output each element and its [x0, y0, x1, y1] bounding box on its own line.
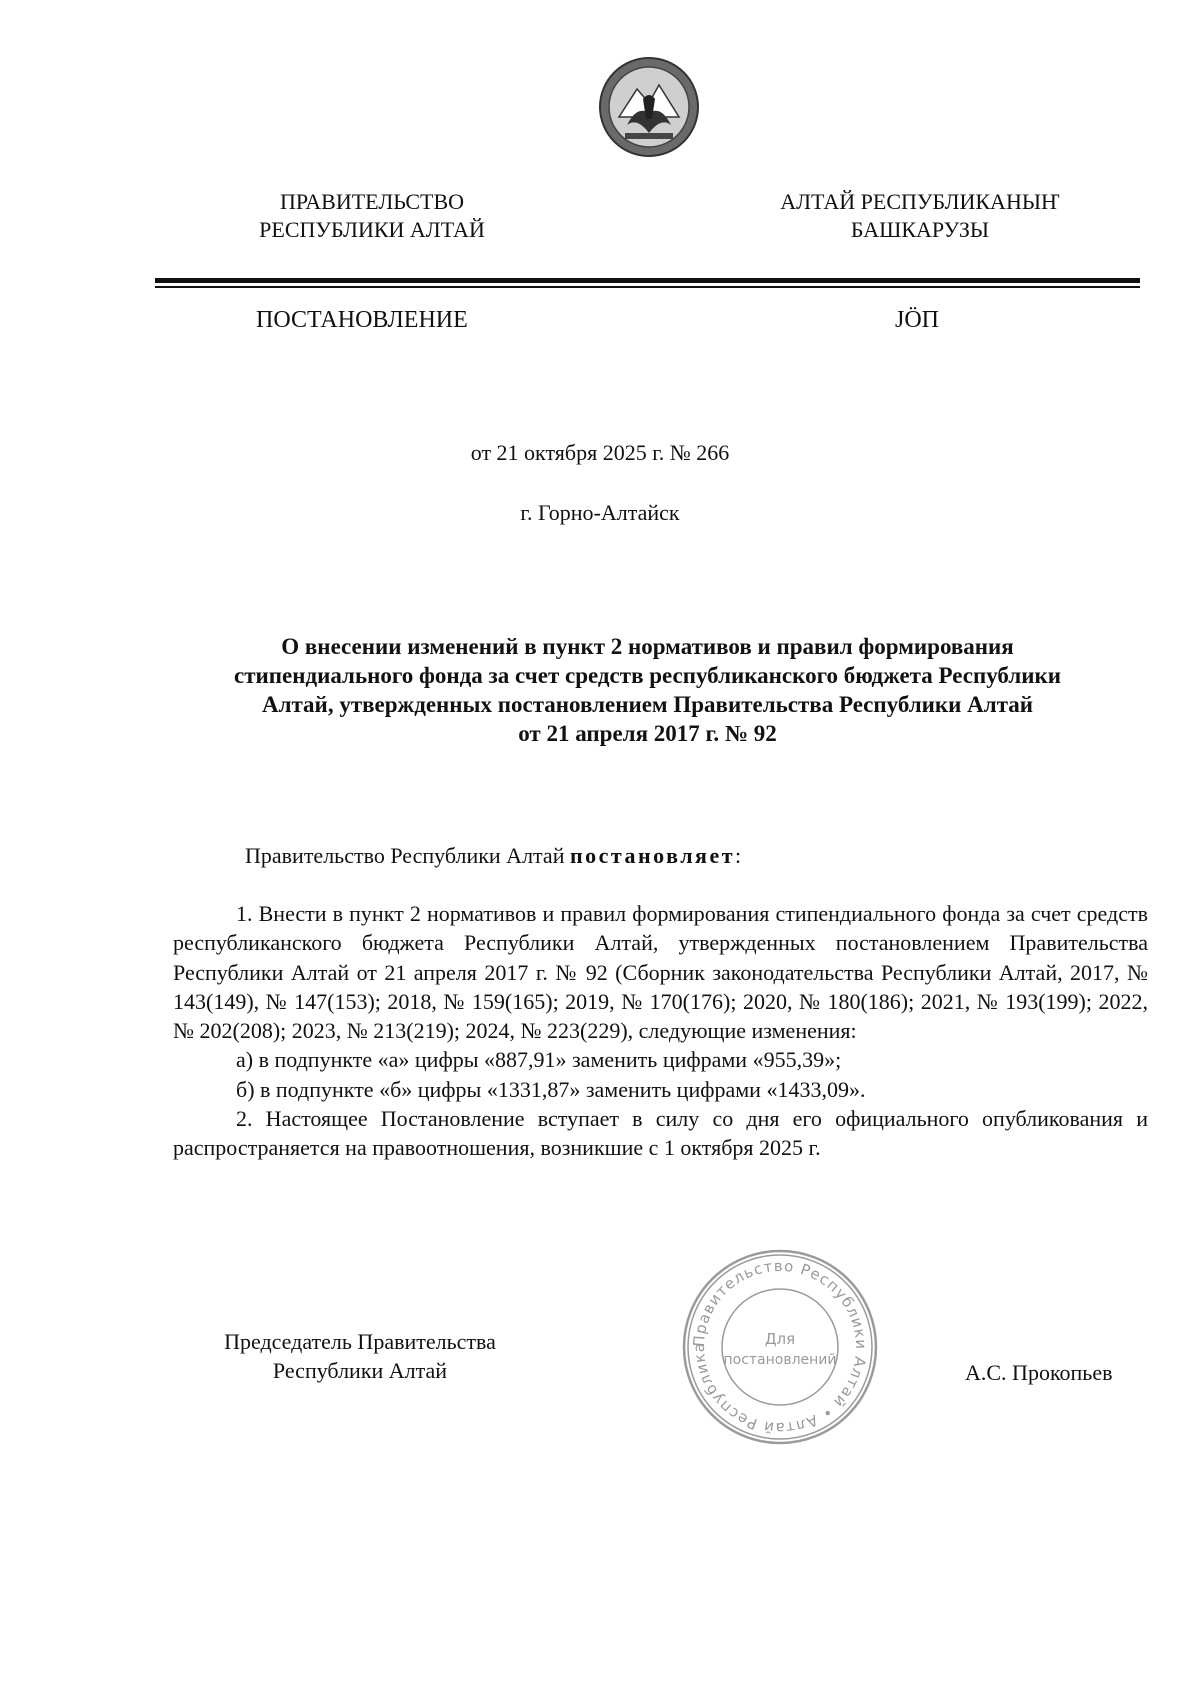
paragraph-1b: б) в подпункте «б» цифры «1331,87» заменить цифрами «1433,09». — [236, 1076, 866, 1102]
coat-of-arms-emblem — [597, 55, 701, 159]
paragraph-1: 1. Внести в пункт 2 нормативов и правил формирования стипендиального фонда за счет средств республиканского бюджета Республики Алтай, утвержденных постановлением Правительства Республики Алтай от 21 апреля 2017 г. № 92 (Сборник законодательства Республики Алтай, 2017, № 143(149), № 147(153); 2018, № 159(165); 2019, № 170(176); 2020, № 180(186); 2021, № 193(199); 2022, № 202(208); 2023, № 213(219); 2024, № 223(229), следующие изменения: — [173, 901, 1148, 1044]
intro-colon: : — [735, 843, 742, 868]
header-right-line2: БАШКАРУЗЫ — [850, 217, 990, 242]
paragraph-1a: а) в подпункте «а» цифры «887,91» заменить цифрами «955,39»; — [236, 1047, 842, 1073]
doc-type-right: JÖП — [895, 307, 940, 333]
header-left-line2: РЕСПУБЛИКИ АЛТАЙ — [259, 217, 485, 242]
intro-emphasis: постановляет — [569, 843, 736, 868]
city: г. Горно-Алтайск — [520, 500, 680, 525]
stamp-center-line2: постановлений — [723, 1352, 837, 1368]
intro-text: Правительство Республики Алтай — [245, 843, 570, 868]
doc-type-left: ПОСТАНОВЛЕНИЕ — [256, 307, 468, 333]
signature-position-line2: Республики Алтай — [272, 1358, 448, 1383]
title-line4: от 21 апреля 2017 г. № 92 — [518, 721, 777, 746]
body-paragraphs — [173, 899, 1148, 1163]
stamp-graphic — [680, 1247, 880, 1447]
signature-position-line1: Председатель Правительства — [224, 1329, 496, 1354]
header-left-line1: ПРАВИТЕЛЬСТВО — [279, 189, 465, 214]
signatory-name: А.С. Прокопьев — [965, 1360, 1113, 1385]
header-rule-thick — [155, 278, 1140, 283]
stamp-center-line1: Для — [764, 1330, 796, 1348]
official-stamp — [680, 1247, 880, 1447]
header-right — [740, 188, 1100, 244]
paragraph-2: 2. Настоящее Постановление вступает в силу со дня его официального опубликования и распространяется на правоотношения, возникшие с 1 октября 2025 г. — [173, 1106, 1148, 1161]
header-right-line1: АЛТАЙ РЕСПУБЛИКАНЫҤ — [780, 189, 1060, 214]
title-line2: стипендиального фонда за счет средств республиканского бюджета Республики — [234, 663, 1061, 688]
header-rule-thin — [155, 286, 1140, 288]
date-number: от 21 октября 2025 г. № 266 — [470, 440, 730, 465]
title-line3: Алтай, утвержденных постановлением Правительства Республики Алтай — [261, 692, 1034, 717]
emblem-graphic — [597, 55, 701, 159]
title-line1: О внесении изменений в пункт 2 нормативов и правил формирования — [281, 634, 1014, 659]
document-title — [150, 632, 1145, 748]
intro-line — [245, 841, 741, 870]
stamp-ring-text: Правительство Республики Алтай • Алтай Республика — [689, 1256, 871, 1438]
header-left — [232, 188, 512, 244]
signature-position — [185, 1327, 535, 1385]
